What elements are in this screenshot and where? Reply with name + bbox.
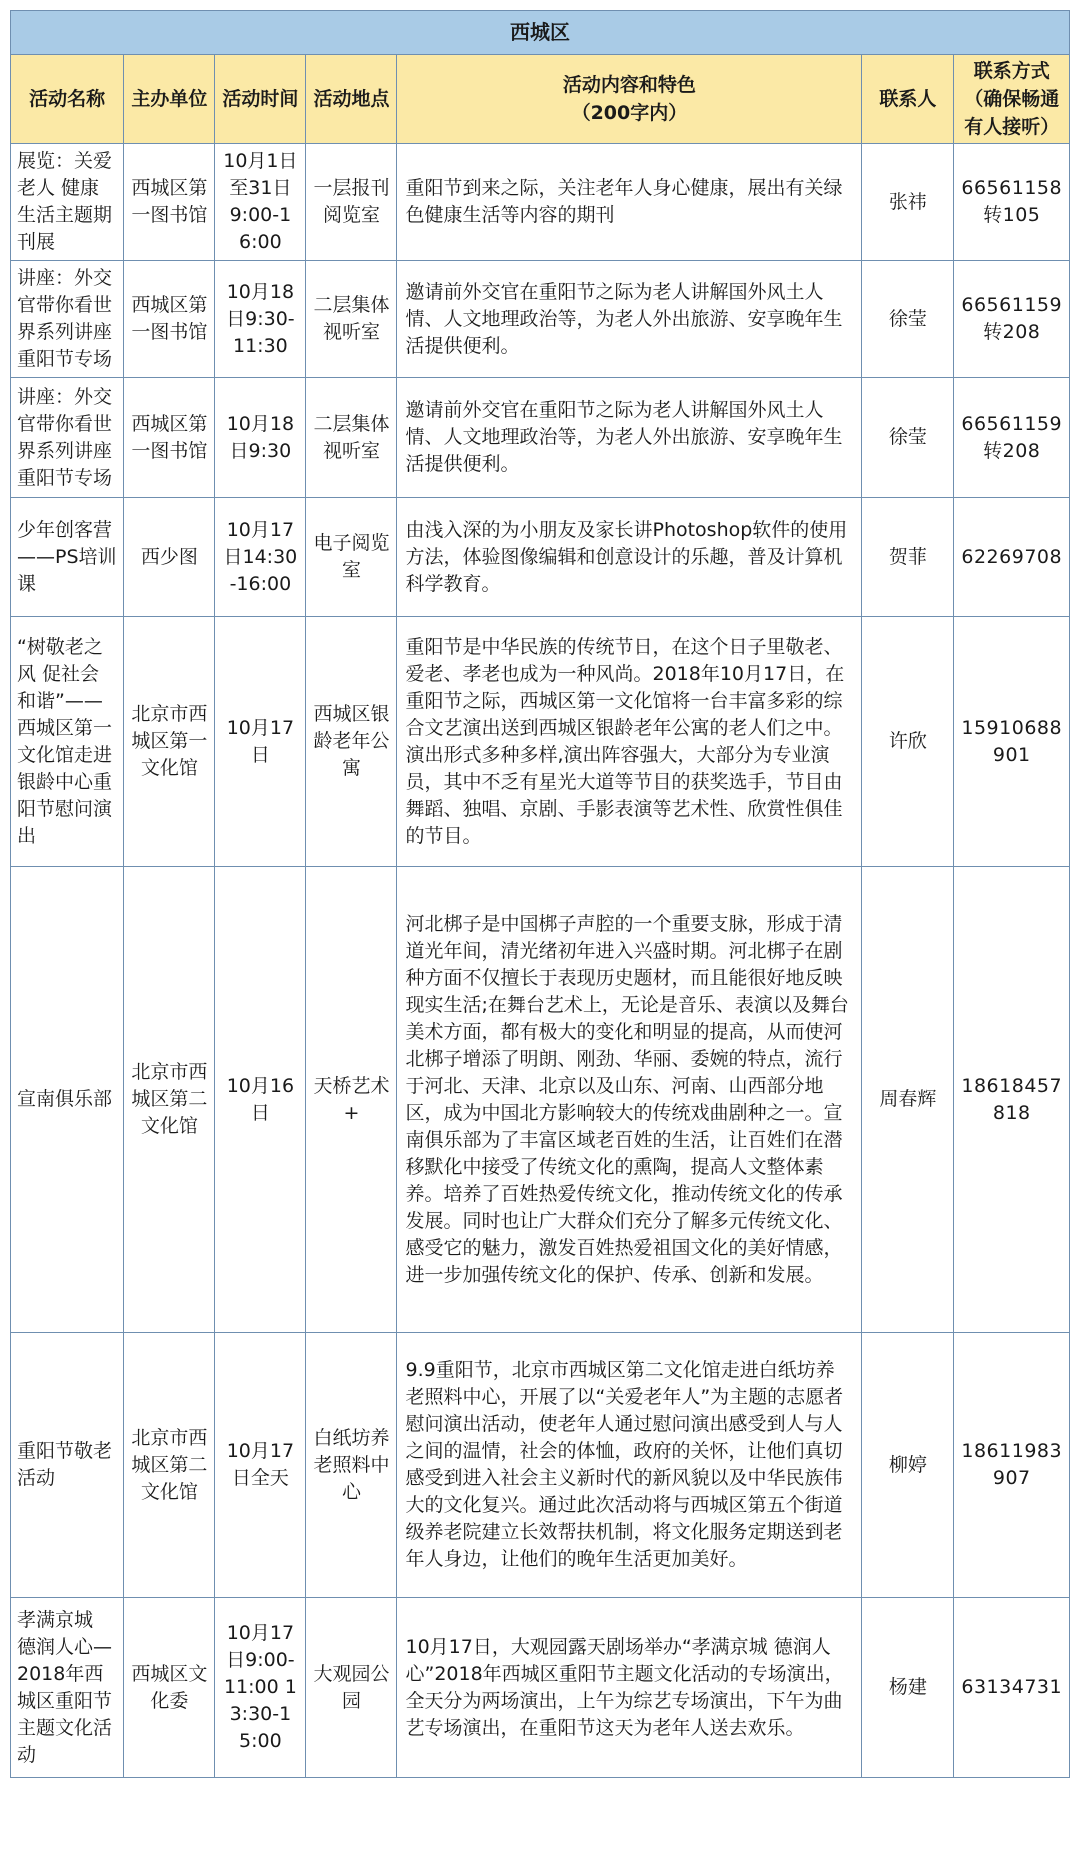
contact-person: 周春辉 (862, 867, 954, 1333)
col-header-place: 活动地点 (306, 55, 397, 144)
activity-content: 河北梆子是中国梆子声腔的一个重要支脉，形成于清道光年间，清光绪初年进入兴盛时期。河北梆子在剧种方面不仅擅长于表现历史题材，而且能很好地反映现实生活;在舞台艺术上，无论是音乐、表演以及舞台美术方面，都有极大的变化和明显的提高，从而使河北梆子增添了明朗、刚劲、华丽、委婉的特点，流行于河北、天津、北京以及山东、河南、山西部分地区，成为中国北方影响较大的传统戏曲剧种之一。宣南俱乐部为了丰富区域老百姓的生活，让百姓们在潜移默化中接受了传统文化的熏陶，提高人文整体素养。培养了百姓热爱传统文化，推动传统文化的传承发展。同时也让广大群众们充分了解多元传统文化、感受它的魅力，激发百姓热爱祖国文化的美好情感，进一步加强传统文化的保护、传承、创新和发展。 (397, 867, 862, 1333)
activity-time: 10月17日 (215, 617, 306, 867)
contact-person: 许欣 (862, 617, 954, 867)
activity-name: 重阳节敬老活动 (11, 1333, 124, 1598)
col-header-contact: 联系人 (862, 55, 954, 144)
organizer: 西城区第一图书馆 (124, 378, 215, 498)
activity-name: 孝满京城 德润人心—2018年西城区重阳节主题文化活动 (11, 1598, 124, 1778)
activity-time: 10月18日9:30 (215, 378, 306, 498)
activity-place: 二层集体视听室 (306, 261, 397, 378)
activity-place: 电子阅览室 (306, 498, 397, 617)
activity-table (10, 10, 1070, 1778)
table-row (11, 261, 1070, 378)
contact-phone: 66561159转208 (954, 378, 1070, 498)
organizer: 北京市西城区第二文化馆 (124, 867, 215, 1333)
contact-phone: 66561159转208 (954, 261, 1070, 378)
activity-time: 10月17日全天 (215, 1333, 306, 1598)
header-row (11, 55, 1070, 144)
activity-content: 10月17日，大观园露天剧场举办“孝满京城 德润人心”2018年西城区重阳节主题文化活动的专场演出，全天分为两场演出，上午为综艺专场演出，下午为曲艺专场演出，在重阳节这天为老年人送去欢乐。 (397, 1598, 862, 1778)
organizer: 西城区文化委 (124, 1598, 215, 1778)
activity-time: 10月17日9:00-11:00 13:30-15:00 (215, 1598, 306, 1778)
activity-content: 重阳节到来之际，关注老年人身心健康，展出有关绿色健康生活等内容的期刊 (397, 144, 862, 261)
table-row (11, 1333, 1070, 1598)
activity-content: 9.9重阳节，北京市西城区第二文化馆走进白纸坊养老照料中心，开展了以“关爱老年人”为主题的志愿者慰问演出活动，使老年人通过慰问演出感受到人与人之间的温情，社会的体恤，政府的关怀，让他们真切感受到进入社会主义新时代的新风貌以及中华民族伟大的文化复兴。通过此次活动将与西城区第五个街道级养老院建立长效帮扶机制，将文化服务定期送到老年人身边，让他们的晚年生活更加美好。 (397, 1333, 862, 1598)
activity-time: 10月18日9:30-11:30 (215, 261, 306, 378)
activity-place: 西城区银龄老年公寓 (306, 617, 397, 867)
activity-content: 重阳节是中华民族的传统节日，在这个日子里敬老、爱老、孝老也成为一种风尚。2018年10月17日，在重阳节之际，西城区第一文化馆将一台丰富多彩的综合文艺演出送到西城区银龄老年公寓的老人们之中。演出形式多种多样,演出阵容强大，大部分为专业演员，其中不乏有星光大道等节目的获奖选手，节目由舞蹈、独唱、京剧、手影表演等艺术性、欣赏性俱佳的节目。 (397, 617, 862, 867)
activity-place: 二层集体视听室 (306, 378, 397, 498)
activity-table-sheet (10, 10, 1070, 1778)
contact-person: 徐莹 (862, 261, 954, 378)
col-header-name: 活动名称 (11, 55, 124, 144)
activity-place: 白纸坊养老照料中心 (306, 1333, 397, 1598)
organizer: 北京市西城区第一文化馆 (124, 617, 215, 867)
activity-name: 讲座：外交官带你看世界系列讲座重阳节专场 (11, 378, 124, 498)
col-header-phone: 联系方式 （确保畅通 有人接听） (954, 55, 1070, 144)
table-row (11, 498, 1070, 617)
activity-name: 少年创客营——PS培训课 (11, 498, 124, 617)
contact-phone: 62269708 (954, 498, 1070, 617)
contact-person: 柳婷 (862, 1333, 954, 1598)
activity-place: 一层报刊阅览室 (306, 144, 397, 261)
activity-place: 大观园公园 (306, 1598, 397, 1778)
col-header-content: 活动内容和特色 （200字内） (397, 55, 862, 144)
contact-phone: 15910688901 (954, 617, 1070, 867)
activity-name: 宣南俱乐部 (11, 867, 124, 1333)
organizer: 西城区第一图书馆 (124, 261, 215, 378)
col-header-time: 活动时间 (215, 55, 306, 144)
activity-place: 天桥艺术+ (306, 867, 397, 1333)
activity-content: 由浅入深的为小朋友及家长讲Photoshop软件的使用方法，体验图像编辑和创意设计的乐趣，普及计算机科学教育。 (397, 498, 862, 617)
contact-phone: 18611983907 (954, 1333, 1070, 1598)
col-header-organizer: 主办单位 (124, 55, 215, 144)
contact-phone: 66561158转105 (954, 144, 1070, 261)
activity-name: 讲座：外交官带你看世界系列讲座重阳节专场 (11, 261, 124, 378)
activity-content: 邀请前外交官在重阳节之际为老人讲解国外风土人情、人文地理政治等，为老人外出旅游、安享晚年生活提供便利。 (397, 378, 862, 498)
table-row (11, 378, 1070, 498)
organizer: 北京市西城区第二文化馆 (124, 1333, 215, 1598)
contact-person: 张祎 (862, 144, 954, 261)
contact-phone: 18618457818 (954, 867, 1070, 1333)
table-row (11, 867, 1070, 1333)
organizer: 西城区第一图书馆 (124, 144, 215, 261)
activity-time: 10月1日至31日9:00-16:00 (215, 144, 306, 261)
activity-time: 10月16日 (215, 867, 306, 1333)
activity-time: 10月17日14:30-16:00 (215, 498, 306, 617)
activity-content: 邀请前外交官在重阳节之际为老人讲解国外风土人情、人文地理政治等，为老人外出旅游、安享晚年生活提供便利。 (397, 261, 862, 378)
organizer: 西少图 (124, 498, 215, 617)
activity-name: “树敬老之风 促社会和谐”——西城区第一文化馆走进银龄中心重阳节慰问演出 (11, 617, 124, 867)
contact-person: 贺菲 (862, 498, 954, 617)
contact-phone: 63134731 (954, 1598, 1070, 1778)
contact-person: 徐莹 (862, 378, 954, 498)
contact-person: 杨建 (862, 1598, 954, 1778)
table-row (11, 617, 1070, 867)
region-title: 西城区 (11, 11, 1070, 55)
activity-name: 展览：关爱老人 健康生活主题期刊展 (11, 144, 124, 261)
table-row (11, 1598, 1070, 1778)
table-row (11, 144, 1070, 261)
